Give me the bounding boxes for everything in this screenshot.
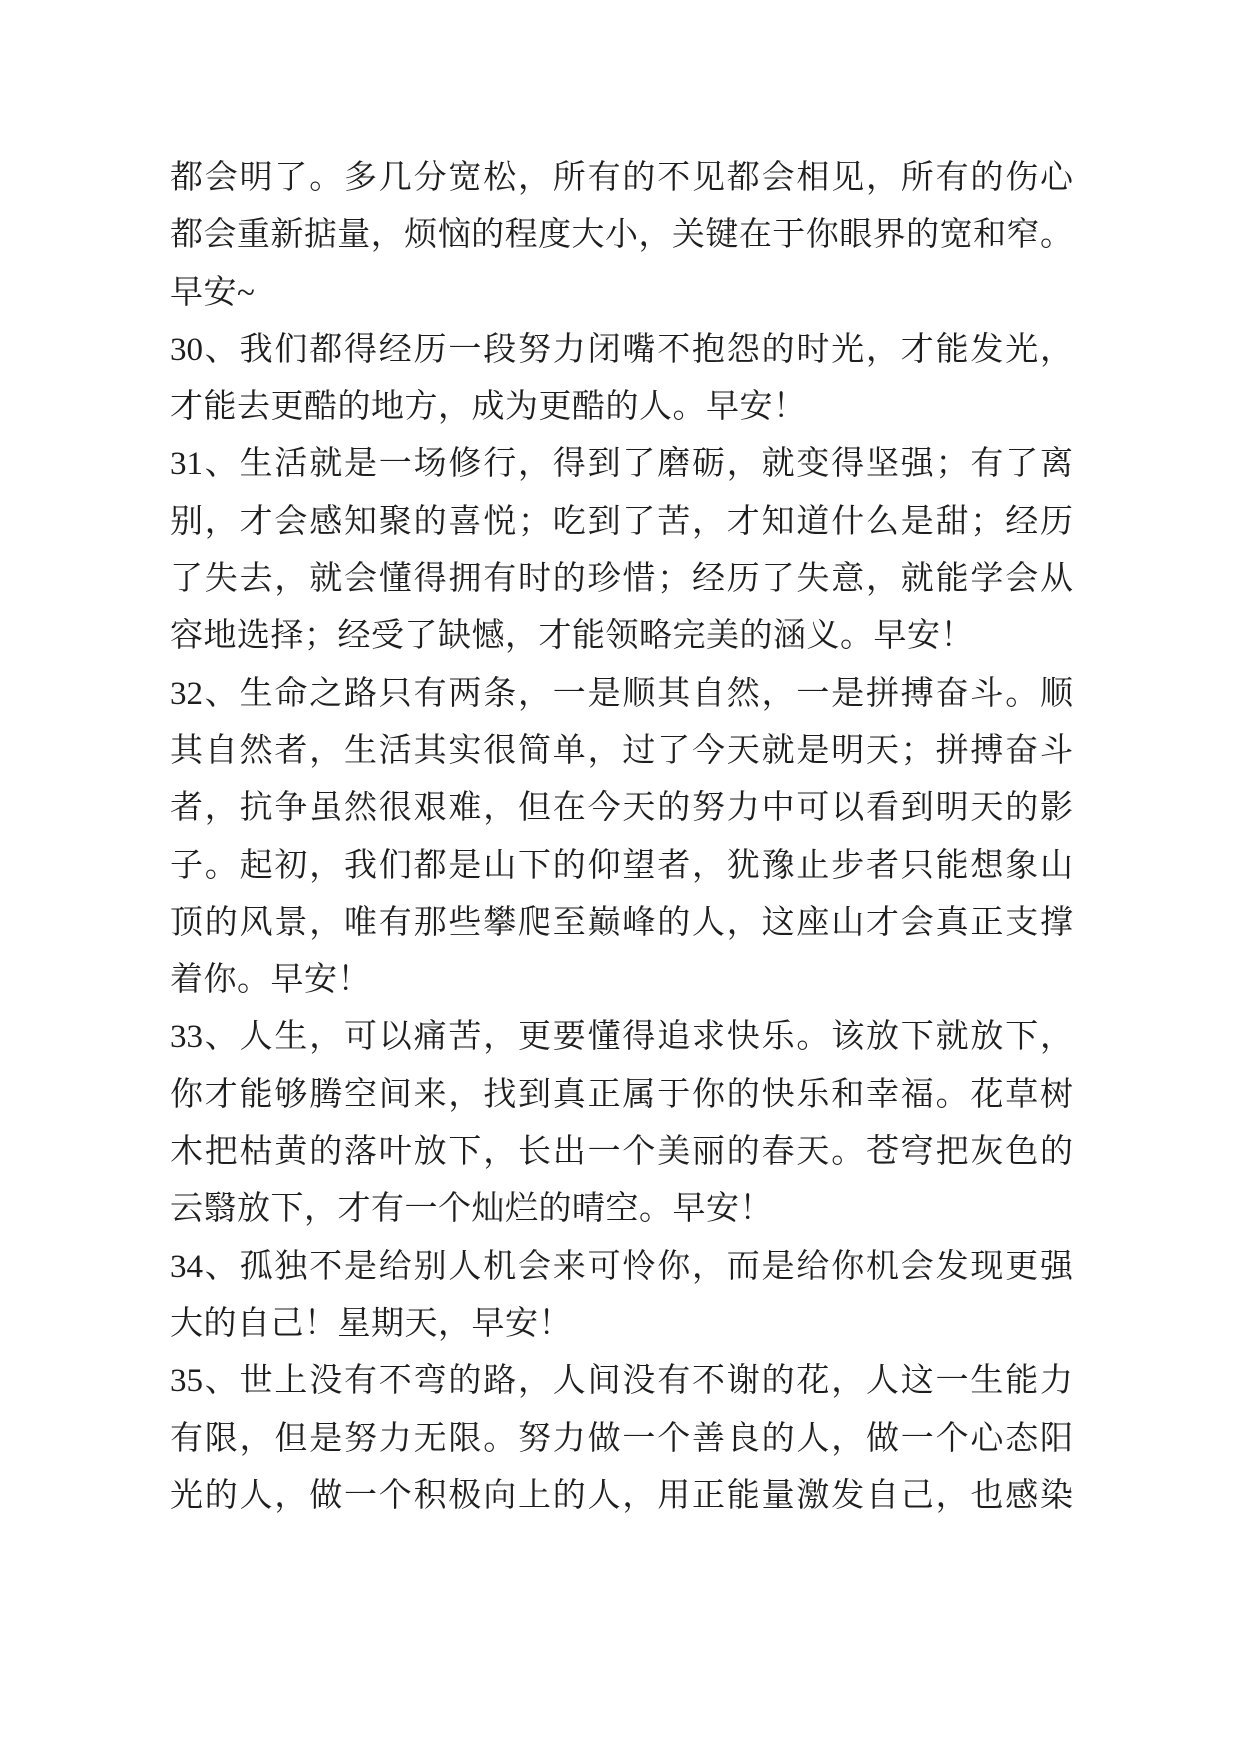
text-line: 有限，但是努力无限。努力做一个善良的人，做一个心态阳 — [170, 1420, 1073, 1457]
text-line: 子。起初，我们都是山下的仰望者，犹豫止步者只能想象山 — [170, 847, 1073, 884]
text-line: 其自然者，生活其实很简单，过了今天就是明天；拼搏奋斗 — [170, 732, 1073, 769]
text-line: 都会明了。多几分宽松，所有的不见都会相见，所有的伤心 — [170, 160, 1073, 196]
text-line: 容地选择；经受了缺憾，才能领略完美的涵义。早安！ — [170, 618, 974, 655]
text-line: 了失去，就会懂得拥有时的珍惜；经历了失意，就能学会从 — [170, 561, 1073, 598]
text-line: 31、生活就是一场修行，得到了磨砺，就变得坚强；有了离 — [170, 446, 1073, 483]
paragraph-item-35 — [170, 1353, 1073, 1525]
text-line: 者，抗争虽然很艰难，但在今天的努力中可以看到明天的影 — [170, 790, 1073, 827]
text-line: 你才能够腾空间来，找到真正属于你的快乐和幸福。花草树 — [170, 1076, 1073, 1113]
text-line: 32、生命之路只有两条，一是顺其自然，一是拼搏奋斗。顺 — [170, 675, 1073, 712]
paragraph-item-33 — [170, 1009, 1073, 1238]
text-line: 35、世上没有不弯的路，人间没有不谢的花，人这一生能力 — [170, 1363, 1073, 1400]
text-line: 云翳放下，才有一个灿烂的晴空。早安！ — [170, 1191, 773, 1228]
paragraph-continuation — [170, 150, 1073, 322]
text-line: 才能去更酷的地方，成为更酷的人。早安！ — [170, 389, 807, 426]
text-line: 大的自己！星期天，早安！ — [170, 1305, 572, 1342]
text-line: 别，才会感知聚的喜悦；吃到了苦，才知道什么是甜；经历 — [170, 503, 1073, 540]
text-line: 着你。早安！ — [170, 962, 371, 999]
paragraph-item-30 — [170, 322, 1073, 437]
text-line: 顶的风景，唯有那些攀爬至巅峰的人，这座山才会真正支撑 — [170, 904, 1073, 941]
text-line: 木把枯黄的落叶放下，长出一个美丽的春天。苍穹把灰色的 — [170, 1134, 1073, 1171]
paragraph-item-32 — [170, 666, 1073, 1010]
text-line: 早安~ — [170, 274, 256, 311]
text-line: 都会重新掂量，烦恼的程度大小，关键在于你眼界的宽和窄。 — [170, 217, 1073, 254]
text-line: 33、人生，可以痛苦，更要懂得追求快乐。该放下就放下， — [170, 1019, 1073, 1056]
paragraph-item-31 — [170, 436, 1073, 665]
text-line: 34、孤独不是给别人机会来可怜你，而是给你机会发现更强 — [170, 1248, 1073, 1285]
text-block — [170, 150, 1073, 1525]
paragraph-item-34 — [170, 1239, 1073, 1354]
text-line: 30、我们都得经历一段努力闭嘴不抱怨的时光，才能发光， — [170, 331, 1073, 368]
text-line: 光的人，做一个积极向上的人，用正能量激发自己，也感染 — [170, 1477, 1073, 1514]
